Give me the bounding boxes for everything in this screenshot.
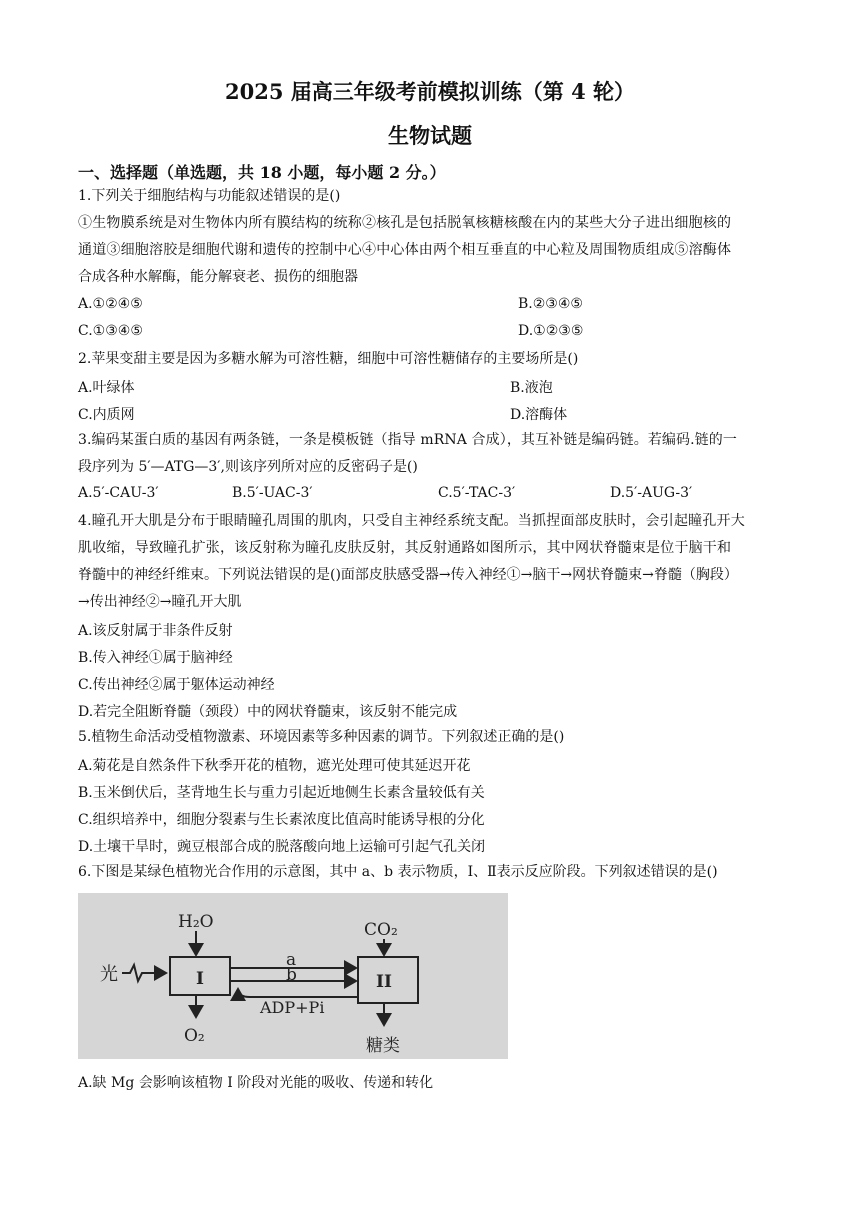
q2-option-b: B.液泡 xyxy=(510,380,553,396)
q2-stem: 2.苹果变甜主要是因为多糖水解为可溶性糖，细胞中可溶性糖储存的主要场所是() xyxy=(78,351,579,367)
adp-return-arrow xyxy=(238,989,358,997)
q3-option-c: C.5′-TAC-3′ xyxy=(438,485,516,501)
q1-stem: 1.下列关于细胞结构与功能叙述错误的是() xyxy=(78,188,341,204)
q6-stem: 6.下图是某绿色植物光合作用的示意图，其中 a、b 表示物质，Ⅰ、Ⅱ表示反应阶段。下列叙述错误的是() xyxy=(78,864,718,880)
q1-option-b: B.②③④⑤ xyxy=(518,296,583,312)
light-label: 光 xyxy=(100,964,118,985)
photosynthesis-diagram-svg xyxy=(78,893,508,1059)
q2-option-c: C.内质网 xyxy=(78,407,135,423)
q4-stem-line: 脊髓中的神经纤维束。下列说法错误的是()面部皮肤感受器→传入神经①→脑干→网状脊髓束→脊髓（胸段） xyxy=(78,567,738,583)
b-label: b xyxy=(286,965,297,985)
q4-stem-line: 肌收缩，导致瞳孔扩张，该反射称为瞳孔皮肤反射，其反射通路如图所示，其中网状脊髓束是位于脑干和 xyxy=(78,540,732,556)
exam-title: 2025 届高三年级考前模拟训练（第 4 轮） xyxy=(225,79,635,104)
adp-label: ADP+Pi xyxy=(260,998,325,1017)
q2-option-d: D.溶酶体 xyxy=(510,407,568,423)
q4-option-d: D.若完全阻断脊髓（颈段）中的网状脊髓束，该反射不能完成 xyxy=(78,704,458,720)
q5-option-b: B.玉米倒伏后，茎背地生长与重力引起近地侧生长素含量较低有关 xyxy=(78,785,485,801)
q3-option-d: D.5′-AUG-3′ xyxy=(610,485,693,501)
co2-label: CO₂ xyxy=(364,920,398,940)
light-arrow xyxy=(122,965,166,981)
q1-statement-line: 通道③细胞溶胶是细胞代谢和遗传的控制中心④中心体由两个相互垂直的中心粒及周围物质组成⑤溶酶体 xyxy=(78,242,732,258)
q1-option-a: A.①②④⑤ xyxy=(78,296,143,312)
a-label: a xyxy=(286,950,297,970)
q5-stem: 5.植物生命活动受植物激素、环境因素等多种因素的调节。下列叙述正确的是() xyxy=(78,729,565,745)
h2o-label: H₂O xyxy=(178,912,214,932)
q5-option-a: A.菊花是自然条件下秋季开花的植物，遮光处理可使其延迟开花 xyxy=(78,758,471,774)
q5-option-d: D.土壤干旱时，豌豆根部合成的脱落酸向地上运输可引起气孔关闭 xyxy=(78,839,486,855)
q2-option-a: A.叶绿体 xyxy=(78,380,135,396)
q6-option-a: A.缺 Mg 会影响该植物 I 阶段对光能的吸收、传递和转化 xyxy=(78,1075,434,1091)
photosynthesis-diagram xyxy=(78,893,508,1059)
sugar-label: 糖类 xyxy=(366,1036,400,1056)
q4-option-a: A.该反射属于非条件反射 xyxy=(78,623,233,639)
q1-option-c: C.①③④⑤ xyxy=(78,323,143,339)
q5-option-c: C.组织培养中，细胞分裂素与生长素浓度比值高时能诱导根的分化 xyxy=(78,812,485,828)
stage-2-label: II xyxy=(376,972,392,992)
section-heading: 一、选择题（单选题，共 18 小题，每小题 2 分。） xyxy=(78,163,446,182)
o2-label: O₂ xyxy=(184,1026,205,1046)
q4-stem-line: 4.瞳孔开大肌是分布于眼睛瞳孔周围的肌肉，只受自主神经系统支配。当抓捏面部皮肤时，会引起瞳孔开大 xyxy=(78,513,745,529)
q4-option-c: C.传出神经②属于躯体运动神经 xyxy=(78,677,275,693)
exam-subtitle: 生物试题 xyxy=(388,123,472,148)
q3-stem-line: 3.编码某蛋白质的基因有两条链，一条是模板链（指导 mRNA 合成），其互补链是编码链。若编码.链的一 xyxy=(78,432,737,448)
q3-option-a: A.5′-CAU-3′ xyxy=(78,485,159,501)
q1-option-d: D.①②③⑤ xyxy=(518,323,584,339)
q1-statement-line: 合成各种水解酶，能分解衰老、损伤的细胞器 xyxy=(78,269,358,285)
q4-option-b: B.传入神经①属于脑神经 xyxy=(78,650,233,666)
q3-option-b: B.5′-UAC-3′ xyxy=(232,485,313,501)
q3-stem-line: 段序列为 5′—ATG—3′,则该序列所对应的反密码子是() xyxy=(78,459,418,475)
stage-1-label: I xyxy=(196,969,204,989)
q1-statement-line: ①生物膜系统是对生物体内所有膜结构的统称②核孔是包括脱氧核糖核酸在内的某些大分子进出细胞核的 xyxy=(78,215,732,231)
q4-stem-line: →传出神经②→瞳孔开大肌 xyxy=(78,594,242,610)
